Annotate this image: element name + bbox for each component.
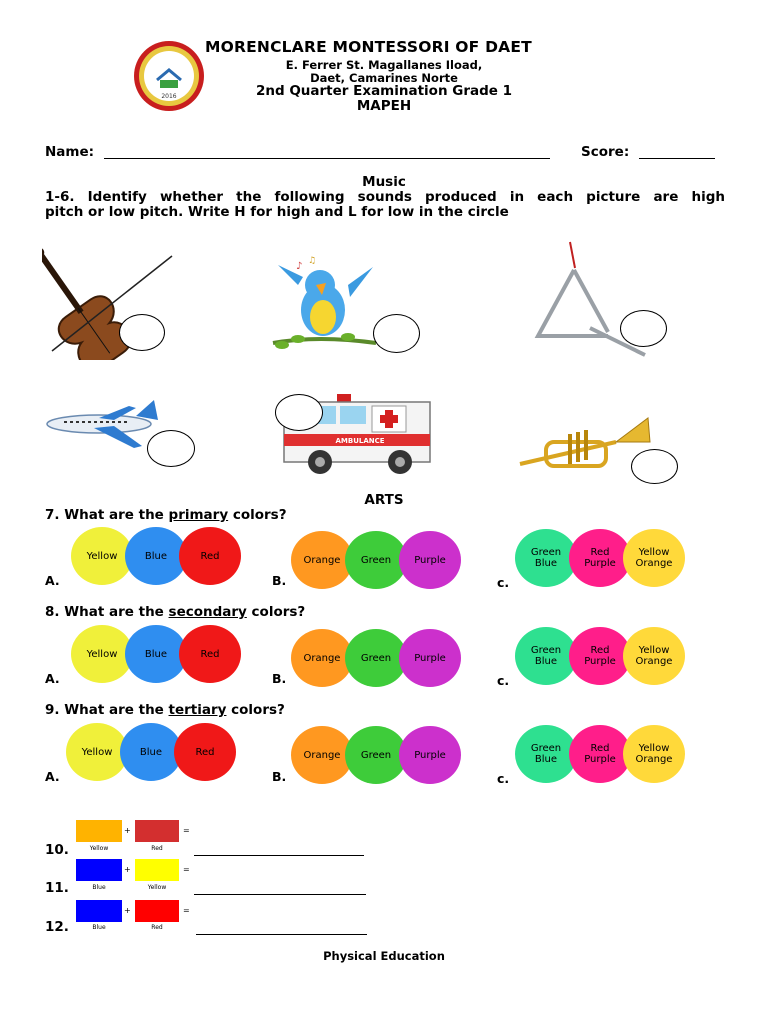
color-dot-red-purple: Red Purple — [569, 627, 631, 685]
option-letter-a: A. — [45, 671, 60, 686]
color-dot-orange: Orange — [291, 726, 353, 784]
item-number-12: 12. — [45, 919, 69, 935]
airplane-image — [44, 396, 164, 454]
swatch-yellow — [135, 859, 179, 881]
svg-text:♫: ♫ — [308, 256, 317, 266]
swatch-label: Blue — [92, 924, 106, 931]
option-letter-c: c. — [497, 771, 510, 786]
swatch-label: Yellow — [147, 884, 167, 891]
color-dot-red: Red — [179, 625, 241, 683]
option-letter-a: A. — [45, 769, 60, 784]
color-dot-green-blue: Green Blue — [515, 725, 577, 783]
swatch-yellow — [76, 820, 122, 842]
music-heading: Music — [362, 174, 406, 190]
logo-year-text: 2016 — [161, 93, 177, 100]
color-dot-red: Red — [179, 527, 241, 585]
color-dot-yellow: Yellow — [71, 625, 133, 683]
color-dot-yellow-orange: Yellow Orange — [623, 529, 685, 587]
color-dot-red-purple: Red Purple — [569, 725, 631, 783]
answer-circle-1[interactable] — [119, 314, 165, 351]
answer-circle-6[interactable] — [631, 449, 678, 484]
answer-circle-4[interactable] — [147, 430, 195, 467]
swatch-blue — [76, 900, 122, 922]
score-field[interactable] — [639, 158, 715, 159]
color-dot-green: Green — [345, 726, 407, 784]
item-number-11: 11. — [45, 880, 69, 896]
color-dot-green: Green — [345, 629, 407, 687]
color-dot-yellow: Yellow — [66, 723, 128, 781]
ambulance-label: AMBULANCE — [335, 437, 385, 445]
answer-line-12[interactable] — [196, 934, 367, 935]
swatch-label: Yellow — [89, 845, 109, 852]
swatch-red — [135, 820, 179, 842]
swatch-label: Blue — [92, 884, 106, 891]
color-dot-yellow-orange: Yellow Orange — [623, 725, 685, 783]
color-dot-orange: Orange — [291, 531, 353, 589]
answer-line-11[interactable] — [194, 894, 366, 895]
question-7: 7. What are the primary colors? — [45, 507, 287, 523]
option-letter-b: B. — [272, 573, 287, 588]
question-9: 9. What are the tertiary colors? — [45, 702, 285, 718]
school-name: MORENCLARE MONTESSORI OF DAET — [205, 38, 532, 56]
swatch-label: Red — [151, 924, 163, 931]
answer-circle-3[interactable] — [620, 310, 667, 347]
answer-circle-5[interactable] — [275, 394, 323, 431]
color-dot-green-blue: Green Blue — [515, 627, 577, 685]
color-dot-blue: Blue — [125, 625, 187, 683]
exam-title: 2nd Quarter Examination Grade 1 — [255, 83, 513, 99]
option-letter-c: c. — [497, 673, 510, 688]
answer-line-10[interactable] — [194, 855, 364, 856]
address-line-2: Daet, Camarines Norte — [310, 71, 458, 85]
item-number-10: 10. — [45, 842, 69, 858]
color-dot-yellow-orange: Yellow Orange — [623, 627, 685, 685]
option-letter-b: B. — [272, 671, 287, 686]
arts-heading: ARTS — [364, 492, 404, 508]
question-8: 8. What are the secondary colors? — [45, 604, 306, 620]
color-dot-blue: Blue — [120, 723, 182, 781]
plus-sign: + — [124, 826, 131, 835]
equals-sign: = — [183, 865, 190, 874]
option-letter-a: A. — [45, 573, 60, 588]
color-dot-purple: Purple — [399, 629, 461, 687]
svg-text:♪: ♪ — [296, 261, 303, 272]
plus-sign: + — [124, 865, 131, 874]
color-dot-purple: Purple — [399, 726, 461, 784]
color-dot-orange: Orange — [291, 629, 353, 687]
color-dot-yellow: Yellow — [71, 527, 133, 585]
pe-heading: Physical Education — [323, 949, 445, 963]
answer-circle-2[interactable] — [373, 314, 420, 353]
equals-sign: = — [183, 906, 190, 915]
name-label: Name: — [45, 144, 95, 160]
option-letter-c: c. — [497, 575, 510, 590]
equals-sign: = — [183, 826, 190, 835]
swatch-red — [135, 900, 179, 922]
color-dot-red: Red — [174, 723, 236, 781]
subject-title: MAPEH — [356, 98, 412, 114]
color-dot-purple: Purple — [399, 531, 461, 589]
color-dot-blue: Blue — [125, 527, 187, 585]
color-dot-green: Green — [345, 531, 407, 589]
color-dot-green-blue: Green Blue — [515, 529, 577, 587]
color-dot-red-purple: Red Purple — [569, 529, 631, 587]
music-instruction-line-2: pitch or low pitch. Write H for high and L for low in the circle — [45, 204, 509, 220]
option-letter-b: B. — [272, 769, 287, 784]
name-field[interactable] — [104, 158, 550, 159]
address-line-1: E. Ferrer St. Magallanes Iload, — [285, 58, 483, 72]
plus-sign: + — [124, 906, 131, 915]
swatch-label: Red — [151, 845, 163, 852]
music-instruction-line-1: 1-6. Identify whether the following sounds produced in each picture are high — [45, 189, 725, 205]
score-label: Score: — [581, 144, 630, 160]
swatch-blue — [76, 859, 122, 881]
bird-image — [268, 255, 380, 360]
